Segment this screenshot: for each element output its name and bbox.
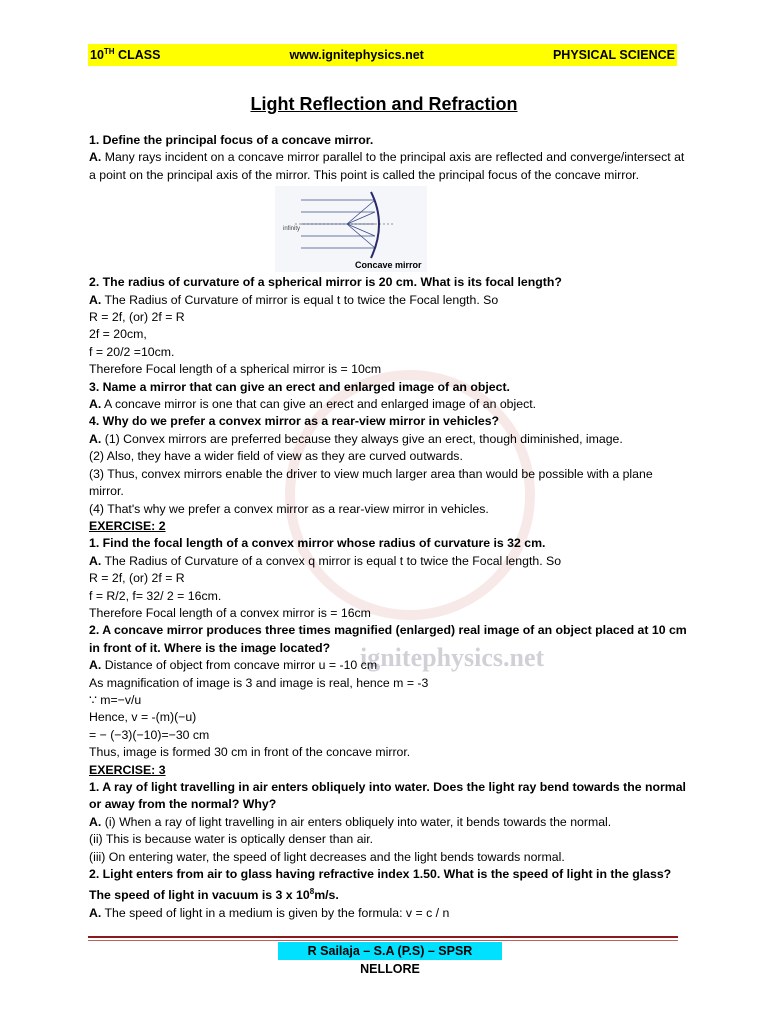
question: 2. The radius of curvature of a spherical mirror is 20 cm. What is its focal length?: [89, 275, 562, 290]
concave-mirror-figure: [275, 186, 427, 272]
answer: A. The Radius of Curvature of mirror is equal t to twice the Focal length. So: [89, 292, 499, 307]
answer: A. The speed of light in a medium is given by the formula: v = c / n: [89, 905, 450, 920]
class-label: 10TH CLASS: [90, 47, 161, 63]
footer-rule-thin: [88, 940, 678, 941]
section-heading: EXERCISE: 2: [89, 518, 166, 533]
section-heading: EXERCISE: 3: [89, 762, 166, 777]
answer-line: Therefore Focal length of a spherical mirror is = 10cm: [89, 362, 382, 377]
question: 3. Name a mirror that can give an erect and enlarged image of an object.: [89, 379, 510, 394]
answer-line: Hence, v = -(m)(−u): [89, 710, 197, 725]
answer-line: ∵ m=−v/u: [89, 692, 142, 707]
concave-mirror-diagram: [275, 186, 427, 272]
answer-line: Therefore Focal length of a convex mirror is = 16cm: [89, 605, 371, 620]
question: 2. A concave mirror produces three times magnified (enlarged) real image of an object placed at 10 cm in front of it. Where is the image located?: [89, 623, 687, 655]
subject-label: PHYSICAL SCIENCE: [552, 48, 675, 62]
answer: A. (i) When a ray of light travelling in air enters obliquely into water, it bends towards the normal.: [89, 814, 612, 829]
question: 1. Find the focal length of a convex mirror whose radius of curvature is 32 cm.: [89, 536, 546, 551]
answer: A. Many rays incident on a concave mirror parallel to the principal axis are reflected and converge/intersect at a point on the principal axis of the mirror. This point is called the principal focus of the concave mirror.: [89, 150, 685, 182]
answer-line: f = 20/2 =10cm.: [89, 344, 175, 359]
answer-line: As magnification of image is 3 and image is real, hence m = -3: [89, 675, 429, 690]
page-footer: R Sailaja – S.A (P.S) – SPSR NELLORE: [278, 942, 502, 960]
answer-line: (ii) This is because water is optically denser than air.: [89, 832, 374, 847]
question: 1. Define the principal focus of a concave mirror.: [89, 133, 374, 147]
answer-line: = − (−3)(−10)=−30 cm: [89, 727, 210, 742]
answer-line: 2f = 20cm,: [89, 327, 147, 342]
website-label: www.ignitephysics.net: [289, 48, 424, 62]
watermark-text: ignitephysics.net: [360, 643, 545, 672]
question: 2. Light enters from air to glass having refractive index 1.50. What is the speed of light in the glass? The speed of light in vacuum is 3 x $10^8m/s$.: [89, 867, 672, 903]
question: 4. Why do we prefer a convex mirror as a rear-view mirror in vehicles?: [89, 414, 500, 429]
page-header: [88, 44, 677, 66]
answer-line: (3) Thus, convex mirrors enable the driver to view much larger area than would be possible with a plane mirror.: [89, 466, 653, 499]
page-title: Light Reflection and Refraction: [250, 94, 518, 114]
answer-line: R = 2f, (or) 2f = R: [89, 571, 185, 586]
answer-line: R = 2f, (or) 2f = R: [89, 310, 185, 325]
answer: A. Distance of object from concave mirror u = -10 cm: [89, 658, 378, 673]
answer-line: f = R/2, f= 32/ 2 = 16cm.: [89, 588, 222, 603]
footer-rule: [88, 936, 678, 938]
document-body: [89, 132, 689, 922]
svg-text:infinity: infinity: [283, 226, 301, 233]
answer-line: (iii) On entering water, the speed of light decreases and the light bends towards normal.: [89, 849, 565, 864]
answer-line: (4) That's why we prefer a convex mirror as a rear-view mirror in vehicles.: [89, 501, 489, 516]
answer: A. (1) Convex mirrors are preferred because they always give an erect, though diminished, image.: [89, 431, 623, 446]
answer: A. A concave mirror is one that can give an erect and enlarged image of an object.: [89, 397, 537, 412]
figure-caption: Concave mirror: [355, 260, 422, 271]
answer-line: (2) Also, they have a wider field of view as they are curved outwards.: [89, 449, 463, 464]
answer: A. The Radius of Curvature of a convex q mirror is equal t to twice the Focal length. So: [89, 553, 562, 568]
question: 1. A ray of light travelling in air enters obliquely into water. Does the light ray bend towards the normal or away from the normal? Why?: [89, 780, 686, 812]
answer-line: Thus, image is formed 30 cm in front of the concave mirror.: [89, 745, 411, 760]
